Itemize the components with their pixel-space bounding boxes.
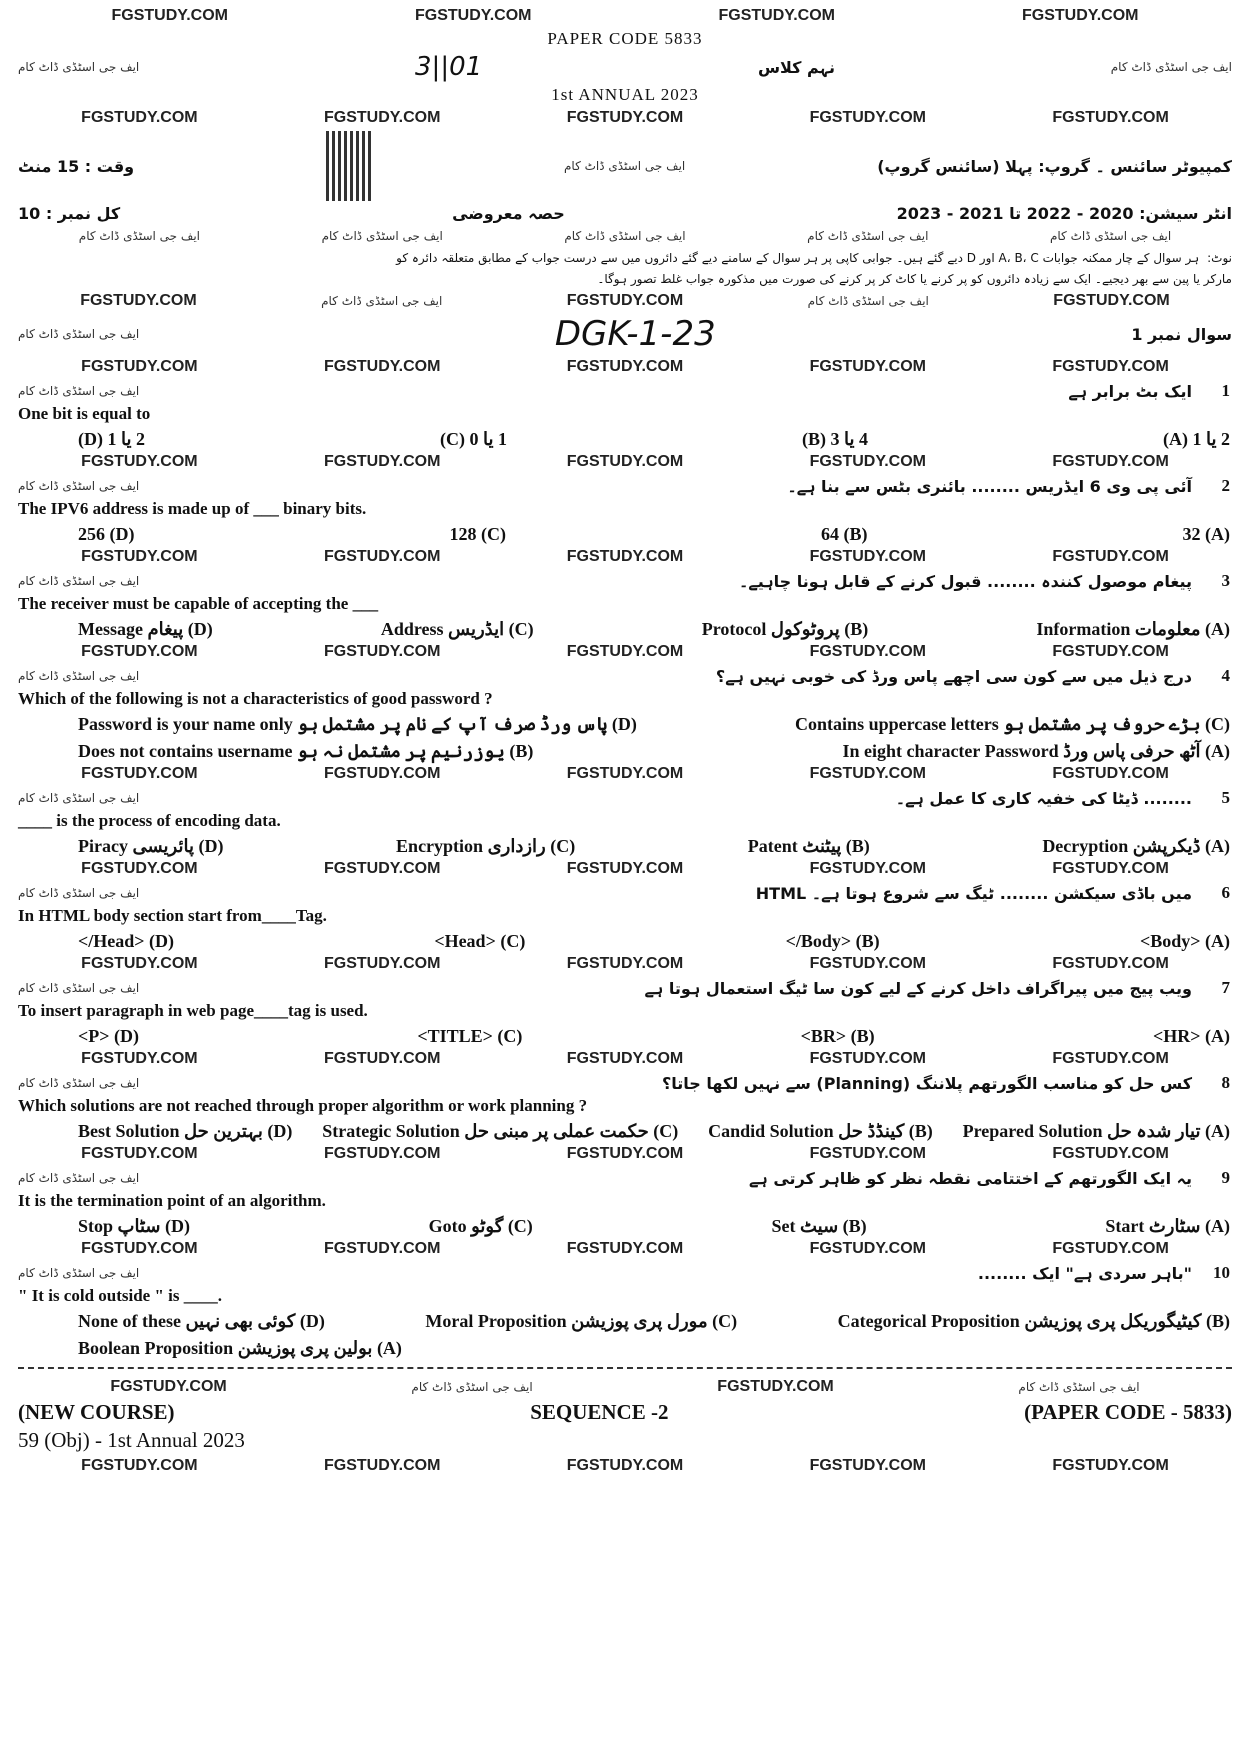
question-urdu-row [18, 1263, 1230, 1283]
question-english-row [18, 689, 1230, 709]
watermark-text: FGSTUDY.COM [809, 1457, 927, 1474]
option-b: Protocol پروٹوکول (B) [701, 619, 869, 639]
question-urdu: HTML میں باڈی سیکشن ........ ٹیگ سے شروع ہوتا ہے۔ [755, 883, 1192, 903]
watermark-urdu: ایف جی اسٹڈی ڈاٹ کام [18, 479, 140, 493]
question-urdu: پیغام موصول کنندہ ........ قبول کرنے کے قابل ہونا چاہیے۔ [739, 571, 1192, 591]
footer-row [18, 1400, 1232, 1425]
question-heading [749, 1168, 1230, 1188]
watermark-text: FGSTUDY.COM [809, 765, 927, 782]
watermark-text: FGSTUDY.COM [566, 955, 684, 972]
question-english: The IPV6 address is made up of ___ binary bits. [18, 499, 367, 518]
watermark-text: FGSTUDY.COM [81, 358, 198, 375]
option-b: 4 یا 3 (B) [801, 429, 868, 449]
watermark-text: FGSTUDY.COM [566, 1050, 684, 1067]
question-english-row [18, 404, 1230, 424]
watermark-urdu: ایف جی اسٹڈی ڈاٹ کام [321, 294, 443, 308]
question-urdu: "باہر سردی ہے" ایک ........ [977, 1263, 1192, 1283]
question-number: 10 [1213, 1263, 1230, 1282]
watermark-row [18, 108, 1232, 128]
watermark-text: FGSTUDY.COM [81, 109, 198, 126]
watermark-urdu: ایف جی اسٹڈی ڈاٹ کام [1110, 60, 1232, 74]
option-d: <P> (D) [78, 1026, 139, 1046]
option-d: 2 یا 1 (D) [78, 429, 145, 449]
option-a: 32 (A) [1182, 524, 1230, 544]
question-block [18, 1073, 1232, 1142]
watermark-text: FGSTUDY.COM [809, 1050, 927, 1067]
watermark-text: FGSTUDY.COM [1052, 1457, 1169, 1474]
watermark-text: FGSTUDY.COM [1052, 358, 1169, 375]
question-number: 7 [1221, 978, 1230, 997]
watermark-row [18, 1144, 1232, 1164]
question-number: 1 [1221, 381, 1230, 400]
question-english-row [18, 906, 1230, 926]
watermark-text: FGSTUDY.COM [566, 643, 684, 660]
question-english: It is the termination point of an algorithm. [18, 1191, 326, 1210]
question-number: 5 [1221, 788, 1230, 807]
watermark-text: FGSTUDY.COM [1052, 453, 1169, 470]
question-number: 8 [1221, 1073, 1230, 1092]
handwritten-date: 3||01 [415, 52, 483, 82]
question-urdu-row [18, 476, 1230, 496]
session-years: انٹر سیشن: 2020 - 2022 تا 2021 - 2023 [896, 204, 1232, 223]
options-row [78, 1311, 1230, 1359]
question-urdu: آئی پی وی 6 ایڈریس ........ بائنری بٹس سے بنا ہے۔ [787, 476, 1192, 496]
header-info-row [18, 131, 1232, 201]
question-english-row [18, 1096, 1230, 1116]
watermark-text: FGSTUDY.COM [566, 1240, 684, 1257]
watermark-text: FGSTUDY.COM [323, 548, 441, 565]
watermark-text: FGSTUDY.COM [566, 109, 684, 126]
option-d: Message پیغام (D) [78, 619, 213, 639]
watermark-text: FGSTUDY.COM [1052, 765, 1169, 782]
option-b: </Body> (B) [785, 931, 880, 951]
watermark-text: FGSTUDY.COM [809, 955, 927, 972]
header-marks-row [18, 204, 1232, 223]
question-block [18, 788, 1232, 857]
watermark-text: FGSTUDY.COM [566, 1457, 684, 1474]
question-english-row [18, 1191, 1230, 1211]
class-label: نہم کلاس [757, 57, 835, 77]
options-row [78, 836, 1230, 857]
watermark-row [18, 6, 1232, 26]
question-number: 3 [1221, 571, 1230, 590]
options-row [78, 1026, 1230, 1047]
watermark-urdu: ایف جی اسٹڈی ڈاٹ کام [18, 669, 140, 683]
question-english: The receiver must be capable of accepting the ___ [18, 594, 379, 613]
watermark-row [18, 452, 1232, 472]
watermark-text: FGSTUDY.COM [323, 765, 441, 782]
watermark-text: FGSTUDY.COM [809, 1145, 927, 1162]
options-row [78, 1216, 1230, 1237]
option-c: Goto گوٹو (C) [428, 1216, 533, 1236]
watermark-text: FGSTUDY.COM [323, 1240, 441, 1257]
subject-group: کمپیوٹر سائنس ۔ گروپ: پہلا (سائنس گروپ) [877, 156, 1232, 176]
option-b: Candid Solution کینڈڈ حل (B) [708, 1121, 933, 1141]
question-english: Which of the following is not a characteristics of good password ? [18, 689, 493, 708]
option-d: 256 (D) [78, 524, 135, 544]
header-annual-row [18, 85, 1232, 105]
watermark-text: FGSTUDY.COM [1052, 109, 1169, 126]
option-a: <Body> (A) [1139, 931, 1230, 951]
watermark-urdu: ایف جی اسٹڈی ڈاٹ کام [411, 1380, 533, 1394]
option-c: Address ایڈریس (C) [380, 619, 534, 639]
question-heading [645, 978, 1230, 998]
watermark-urdu: ایف جی اسٹڈی ڈاٹ کام [18, 1076, 140, 1090]
options-row [78, 931, 1230, 952]
watermark-text: FGSTUDY.COM [80, 292, 197, 309]
options-row [78, 714, 1230, 762]
question-block [18, 883, 1232, 952]
option-d: </Head> (D) [78, 931, 175, 951]
question-urdu: ........ ڈیٹا کی خفیہ کاری کا عمل ہے۔ [895, 788, 1192, 808]
question-english: " It is cold outside " is ____. [18, 1286, 223, 1305]
watermark-row [18, 1049, 1232, 1069]
watermark-urdu: ایف جی اسٹڈی ڈاٹ کام [1018, 1380, 1140, 1394]
watermark-text: FGSTUDY.COM [566, 548, 684, 565]
watermark-row [18, 954, 1232, 974]
footer-exam-label: 59 (Obj) - 1st Annual 2023 [18, 1428, 245, 1452]
question-number: 6 [1221, 883, 1230, 902]
watermark-urdu: ایف جی اسٹڈی ڈاٹ کام [18, 574, 140, 588]
question-heading-row [18, 314, 1232, 354]
instructions [18, 249, 1232, 267]
watermark-text: FGSTUDY.COM [111, 7, 228, 24]
watermark-text: FGSTUDY.COM [809, 643, 927, 660]
option-a: 2 یا 1 (A) [1162, 429, 1230, 449]
option-c: 128 (C) [449, 524, 506, 544]
question-number: 9 [1221, 1168, 1230, 1187]
header-date-row [18, 52, 1232, 82]
option-d: Best Solution بہترین حل (D) [78, 1121, 293, 1141]
watermark-text: FGSTUDY.COM [323, 955, 441, 972]
watermark-text: FGSTUDY.COM [1052, 1240, 1169, 1257]
option-a: Prepared Solution تیار شدہ حل (A) [962, 1121, 1230, 1141]
watermark-text: FGSTUDY.COM [81, 955, 198, 972]
question-english: In HTML body section start from____Tag. [18, 906, 327, 925]
question-urdu-row [18, 381, 1230, 401]
watermark-urdu: ایف جی اسٹڈی ڈاٹ کام [18, 60, 140, 74]
option-d: Password is your name only پاس ورڈ صرف آپ کے نام پر مشتمل ہو (D) [78, 714, 637, 734]
watermark-text: FGSTUDY.COM [81, 453, 198, 470]
question-block [18, 571, 1232, 640]
watermark-text: FGSTUDY.COM [718, 7, 835, 24]
watermark-row [18, 1239, 1232, 1259]
option-b: 64 (B) [821, 524, 868, 544]
question-english: ____ is the process of encoding data. [18, 811, 281, 830]
watermark-row [18, 547, 1232, 567]
watermark-urdu: ایف جی اسٹڈی ڈاٹ کام [18, 981, 140, 995]
watermark-text: FGSTUDY.COM [110, 1378, 227, 1395]
watermark-text: FGSTUDY.COM [323, 109, 441, 126]
option-c: <Head> (C) [434, 931, 526, 951]
watermark-text: FGSTUDY.COM [81, 1240, 198, 1257]
question-english: To insert paragraph in web page____tag is used. [18, 1001, 368, 1020]
question-urdu-row [18, 1073, 1230, 1093]
option-c: Encryption رازداری (C) [396, 836, 576, 856]
question-english-row [18, 811, 1230, 831]
question-block [18, 381, 1232, 450]
question-heading [787, 476, 1230, 496]
question-urdu: ایک بٹ برابر ہے [1068, 381, 1192, 401]
question-urdu: یہ ایک الگورتھم کے اختتامی نقطہ نظر کو ظاہر کرتی ہے [749, 1168, 1192, 1188]
instruction-line: ہر سوال کے چار ممکنہ جوابات A، B، C اور D دیے گئے ہیں۔ جوابی کاپی پر ہر سوال کے سامنے دیے گئے دائروں میں سے درست جواب کے مطابق متعلقہ دائرہ کو [396, 251, 1200, 265]
question-urdu: کس حل کو مناسب الگورتھم پلاننگ (Planning) سے نہیں لکھا جاتا؟ [661, 1073, 1192, 1093]
question-urdu: ویب پیج میں پیراگراف داخل کرنے کے لیے کون سا ٹیگ استعمال ہوتا ہے [644, 978, 1192, 998]
watermark-text: FGSTUDY.COM [81, 548, 198, 565]
watermark-text: FGSTUDY.COM [566, 453, 684, 470]
watermark-text: FGSTUDY.COM [566, 292, 684, 309]
question-urdu-row [18, 571, 1230, 591]
question-block [18, 1263, 1232, 1359]
option-a: Decryption ڈیکرپشن (A) [1042, 836, 1230, 856]
question-heading [716, 666, 1230, 686]
watermark-text: FGSTUDY.COM [809, 358, 927, 375]
watermark-text: FGSTUDY.COM [81, 1145, 198, 1162]
watermark-row [18, 859, 1232, 879]
option-a: Information معلومات (A) [1036, 619, 1230, 639]
question-urdu-row [18, 666, 1230, 686]
option-c: 1 یا 0 (C) [439, 429, 507, 449]
option-b: Patent پیٹنٹ (B) [747, 836, 870, 856]
watermark-text: FGSTUDY.COM [1052, 860, 1169, 877]
watermark-text: FGSTUDY.COM [415, 7, 532, 24]
watermark-text: FGSTUDY.COM [81, 860, 198, 877]
option-b: Set سیٹ (B) [771, 1216, 867, 1236]
option-c: Contains uppercase letters بڑے حروف پر مشتمل ہو (C) [795, 714, 1230, 734]
options-row [78, 524, 1230, 545]
question-english-row [18, 1001, 1230, 1021]
option-b: Categorical Proposition کیٹیگوریکل پری پوزیشن (B) [837, 1311, 1230, 1331]
watermark-row [18, 642, 1232, 662]
option-c: <TITLE> (C) [417, 1026, 523, 1046]
watermark-urdu: ایف جی اسٹڈی ڈاٹ کام [564, 159, 686, 173]
question-english-row [18, 1286, 1230, 1306]
watermark-text: FGSTUDY.COM [323, 453, 441, 470]
question-heading [978, 1263, 1230, 1283]
question-block [18, 978, 1232, 1047]
question-number: 2 [1221, 476, 1230, 495]
watermark-urdu: ایف جی اسٹڈی ڈاٹ کام [807, 294, 929, 308]
question-english: One bit is equal to [18, 404, 151, 423]
watermark-text: FGSTUDY.COM [566, 860, 684, 877]
watermark-text: FGSTUDY.COM [566, 765, 684, 782]
watermark-text: FGSTUDY.COM [809, 548, 927, 565]
question-urdu-row [18, 978, 1230, 998]
option-a: In eight character Password آٹھ حرفی پاس ورڈ (A) [842, 741, 1230, 761]
question-english-row [18, 594, 1230, 614]
question-heading [756, 883, 1230, 903]
watermark-text: FGSTUDY.COM [566, 1145, 684, 1162]
watermark-text: FGSTUDY.COM [323, 860, 441, 877]
question-urdu-row [18, 883, 1230, 903]
question-number: 4 [1221, 666, 1230, 685]
watermark-text: FGSTUDY.COM [717, 1378, 834, 1395]
time-allowed: وقت : 15 منٹ [18, 156, 135, 176]
option-b: <BR> (B) [800, 1026, 875, 1046]
question-urdu-row [18, 788, 1230, 808]
watermark-text: FGSTUDY.COM [1052, 1050, 1169, 1067]
question-heading [1068, 381, 1230, 401]
question-block [18, 666, 1232, 762]
watermark-row [18, 1377, 1232, 1397]
question-heading [662, 1073, 1230, 1093]
watermark-urdu: ایف جی اسٹڈی ڈاٹ کام [18, 1171, 140, 1185]
watermark-text: FGSTUDY.COM [81, 643, 198, 660]
question-english: Which solutions are not reached through proper algorithm or work planning ? [18, 1096, 588, 1115]
option-a: Start سٹارٹ (A) [1105, 1216, 1230, 1236]
watermark-urdu: ایف جی اسٹڈی ڈاٹ کام [78, 229, 201, 243]
watermark-text: FGSTUDY.COM [323, 1457, 441, 1474]
watermark-text: FGSTUDY.COM [1053, 292, 1170, 309]
watermark-text: FGSTUDY.COM [809, 860, 927, 877]
footer-course: (NEW COURSE) [18, 1400, 175, 1424]
header-title-row [18, 29, 1232, 49]
handwritten-code: DGK-1-23 [554, 314, 716, 354]
watermark-text: FGSTUDY.COM [1052, 955, 1169, 972]
footer-exam-row [18, 1428, 1232, 1453]
watermark-urdu: ایف جی اسٹڈی ڈاٹ کام [18, 886, 140, 900]
watermark-text: FGSTUDY.COM [809, 1240, 927, 1257]
question-urdu: درج ذیل میں سے کون سی اچھے پاس ورڈ کی خوبی نہیں ہے؟ [715, 666, 1192, 686]
footer-sequence: SEQUENCE -2 [530, 1400, 669, 1424]
watermark-row [18, 764, 1232, 784]
watermark-row [18, 357, 1232, 377]
question-block [18, 476, 1232, 545]
watermark-urdu: ایف جی اسٹڈی ڈاٹ کام [18, 327, 140, 341]
annual-label: 1st ANNUAL 2023 [551, 85, 699, 104]
watermark-urdu: ایف جی اسٹڈی ڈاٹ کام [18, 1266, 140, 1280]
watermark-text: FGSTUDY.COM [566, 358, 684, 375]
watermark-urdu: ایف جی اسٹڈی ڈاٹ کام [807, 229, 929, 243]
watermark-text: FGSTUDY.COM [323, 643, 441, 660]
footer-paper-code: (PAPER CODE - 5833) [1024, 1400, 1232, 1424]
watermark-text: FGSTUDY.COM [809, 453, 927, 470]
total-marks: کل نمبر : 10 [18, 204, 121, 223]
option-c: Strategic Solution حکمت عملی پر مبنی حل (C) [322, 1121, 679, 1141]
watermark-row [18, 291, 1232, 311]
question-heading [739, 571, 1230, 591]
watermark-text: FGSTUDY.COM [323, 1050, 441, 1067]
option-a: <HR> (A) [1152, 1026, 1230, 1046]
option-b: Does not contains username یوزرنیم پر مشتمل نہ ہو (B) [78, 741, 534, 761]
watermark-text: FGSTUDY.COM [1022, 7, 1139, 24]
watermark-text: FGSTUDY.COM [323, 358, 441, 375]
watermark-row [18, 226, 1232, 246]
watermark-urdu: ایف جی اسٹڈی ڈاٹ کام [564, 229, 686, 243]
options-row [78, 1121, 1230, 1142]
watermark-text: FGSTUDY.COM [81, 765, 198, 782]
paper-code: PAPER CODE 5833 [547, 29, 703, 48]
question-label: سوال نمبر 1 [1131, 324, 1232, 344]
options-row [78, 619, 1230, 640]
watermark-urdu: ایف جی اسٹڈی ڈاٹ کام [18, 791, 140, 805]
question-heading [896, 788, 1230, 808]
section-label: حصہ معروضی [452, 204, 565, 223]
watermark-urdu: ایف جی اسٹڈی ڈاٹ کام [18, 384, 140, 398]
watermark-text: FGSTUDY.COM [81, 1457, 198, 1474]
watermark-urdu: ایف جی اسٹڈی ڈاٹ کام [1049, 229, 1172, 243]
divider [18, 1367, 1232, 1369]
watermark-urdu: ایف جی اسٹڈی ڈاٹ کام [321, 229, 443, 243]
instruction-line: مارکر یا پین سے بھر دیجیے۔ ایک سے زیادہ دائروں کو پر کرنے یا کاٹ کر پر کرنے کی صورت میں مذکورہ جواب غلط تصور ہوگا۔ [597, 272, 1232, 286]
question-urdu-row [18, 1168, 1230, 1188]
watermark-text: FGSTUDY.COM [1052, 1145, 1169, 1162]
option-c: Moral Proposition مورل پری پوزیشن (C) [425, 1311, 738, 1331]
note-label: نوٹ: [1207, 251, 1232, 265]
options-row [78, 429, 1230, 450]
option-d: Stop سٹاپ (D) [78, 1216, 190, 1236]
watermark-text: FGSTUDY.COM [809, 109, 927, 126]
watermark-text: FGSTUDY.COM [323, 1145, 441, 1162]
qr-code [326, 131, 372, 201]
watermark-text: FGSTUDY.COM [81, 1050, 198, 1067]
question-english-row [18, 499, 1230, 519]
option-d: None of these کوئی بھی نہیں (D) [78, 1311, 325, 1331]
option-a: Boolean Proposition بولین پری پوزیشن (A) [78, 1338, 402, 1358]
option-d: Piracy پائریسی (D) [78, 836, 224, 856]
watermark-row [18, 1456, 1232, 1476]
question-block [18, 1168, 1232, 1237]
watermark-text: FGSTUDY.COM [1052, 548, 1169, 565]
watermark-text: FGSTUDY.COM [1052, 643, 1169, 660]
